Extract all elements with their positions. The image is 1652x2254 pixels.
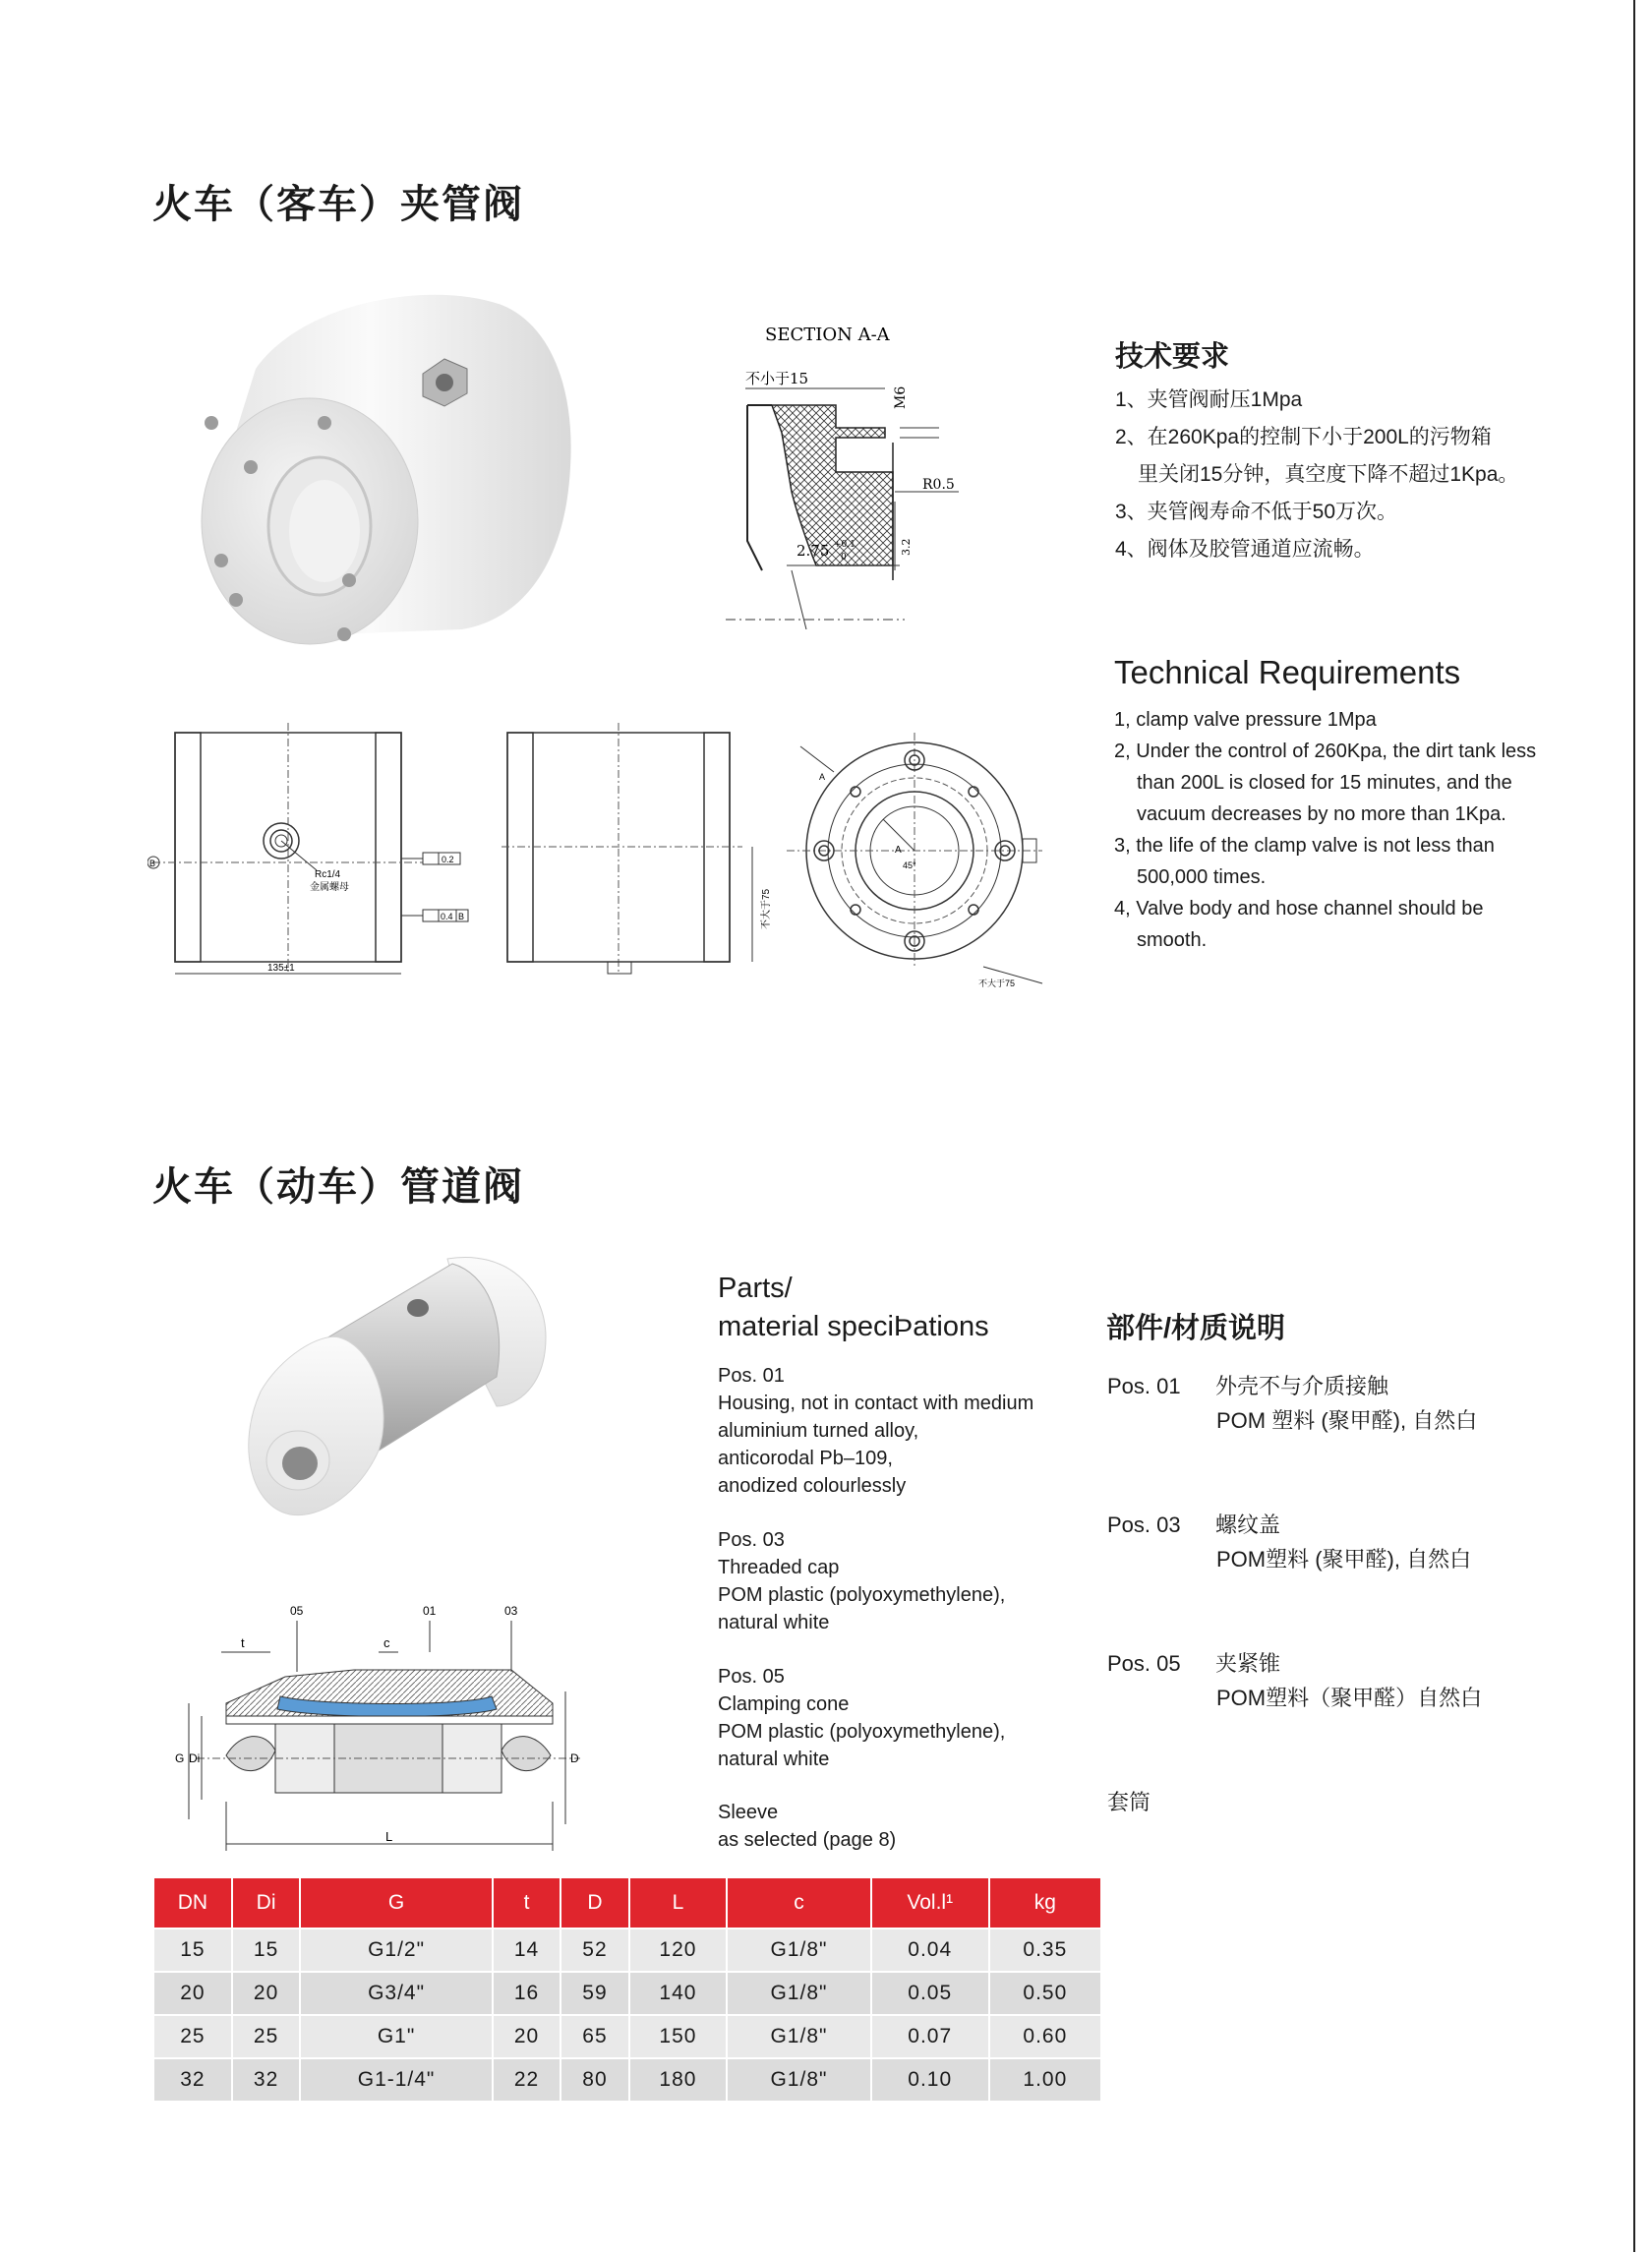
table-cell: 140	[629, 1972, 727, 2015]
label-05: 05	[290, 1604, 304, 1618]
spec-table	[154, 1878, 1100, 2101]
table-cell: 80	[560, 2058, 628, 2101]
table-cell: 20	[232, 1972, 300, 2015]
table-cell: 16	[493, 1972, 560, 2015]
parts-cn-pos05	[1107, 1646, 1482, 1715]
tech-en-item: 4, Valve body and hose channel should be	[1114, 898, 1484, 919]
section-aa-drawing	[718, 315, 974, 629]
parts-cn-material: POM 塑料 (聚甲醛), 自然白	[1216, 1408, 1478, 1433]
parts-cn-title: 部件/材质说明	[1106, 1313, 1286, 1344]
parts-en-line: natural white	[718, 1612, 830, 1633]
dim-135: 135±1	[267, 963, 295, 974]
parts-en-pos03	[718, 1526, 1005, 1636]
tech-en-title: Technical Requirements	[1114, 654, 1461, 690]
table-cell: 0.35	[989, 1928, 1100, 1972]
table-cell: 25	[154, 2015, 232, 2058]
parts-en-title-line2: material speciÞations	[718, 1311, 989, 1342]
col-header-l: L	[629, 1878, 727, 1928]
tech-cn-item: 里关闭15分钟，真空度下降不超过1Kpa。	[1138, 463, 1519, 486]
label-01: 01	[423, 1604, 437, 1618]
dim-a: A	[895, 845, 902, 856]
table-cell: 32	[154, 2058, 232, 2101]
label-tol0: 0	[841, 553, 847, 563]
parts-en-line: Housing, not in contact with medium	[718, 1393, 1034, 1414]
pipeline-valve-photo	[221, 1249, 565, 1544]
table-cell: G1/8"	[727, 2015, 871, 2058]
table-row	[154, 2015, 1100, 2058]
label-m6: M6	[893, 386, 909, 409]
parts-en-line: aluminium turned alloy,	[718, 1420, 919, 1442]
section1-title: 火车（客车）夹管阀	[152, 183, 524, 226]
parts-en-title	[718, 1270, 989, 1346]
tech-en-item: 2, Under the control of 260Kpa, the dirt tank less	[1114, 741, 1537, 762]
tech-en-item: 1, clamp valve pressure 1Mpa	[1114, 709, 1377, 731]
table-cell: 65	[560, 2015, 628, 2058]
table-cell: 20	[493, 2015, 560, 2058]
tech-cn-list	[1115, 382, 1518, 568]
tech-cn-title: 技术要求	[1115, 341, 1230, 373]
rc-sub: 金属螺母	[310, 882, 349, 893]
parts-cn-pos01	[1107, 1369, 1477, 1438]
col-header-dn: DN	[154, 1878, 232, 1928]
table-cell: G1/2"	[300, 1928, 493, 1972]
table-cell: 0.10	[871, 2058, 989, 2101]
parts-cn-name: 螺纹盖	[1215, 1513, 1281, 1537]
label-275: 2.75	[796, 542, 830, 560]
table-cell: 59	[560, 1972, 628, 2015]
section-a-label: A	[819, 772, 826, 782]
col-header-di: Di	[232, 1878, 300, 1928]
parts-en-line: POM plastic (polyoxymethylene),	[718, 1584, 1006, 1606]
table-cell: G1"	[300, 2015, 493, 2058]
tech-cn-item: 4、阀体及胶管通道应流畅。	[1115, 538, 1375, 561]
parts-en-line: POM plastic (polyoxymethylene),	[718, 1721, 1006, 1743]
table-cell: G1/8"	[727, 2058, 871, 2101]
pipeline-valve-section	[167, 1593, 600, 1859]
label-l: L	[385, 1829, 393, 1844]
col-header-g: G	[300, 1878, 493, 1928]
table-cell: 20	[154, 1972, 232, 2015]
table-cell: 0.50	[989, 1972, 1100, 2015]
label-min15: 不小于15	[745, 370, 809, 387]
dim-max75-side: 不大于75	[761, 888, 772, 929]
parts-cn-name: 外壳不与介质接触	[1215, 1374, 1389, 1398]
parts-en-pos-label: Sleeve	[718, 1802, 779, 1823]
label-t: t	[241, 1635, 245, 1650]
label-g: G	[175, 1751, 185, 1765]
table-cell: 180	[629, 2058, 727, 2101]
label-c: c	[384, 1635, 390, 1650]
parts-cn-material: POM塑料 (聚甲醛), 自然白	[1216, 1547, 1472, 1572]
label-tol: +0.1	[834, 540, 856, 550]
table-cell: 0.60	[989, 2015, 1100, 2058]
dim-max75-front: 不大于75	[978, 979, 1016, 988]
col-header-vol: Vol.l¹	[871, 1878, 989, 1928]
col-header-c: c	[727, 1878, 871, 1928]
parts-en-pos-label: Pos. 03	[718, 1529, 785, 1551]
table-cell: 32	[232, 2058, 300, 2101]
parts-en-title-line1: Parts/	[718, 1273, 793, 1304]
tech-en-item: vacuum decreases by no more than 1Kpa.	[1137, 803, 1506, 825]
label-32: 3.2	[900, 538, 913, 556]
table-row	[154, 1928, 1100, 1972]
parts-cn-pos03	[1107, 1508, 1471, 1576]
parts-cn-material: POM塑料（聚甲醛）自然白	[1216, 1686, 1483, 1710]
parts-en-line: Threaded cap	[718, 1557, 840, 1578]
parts-en-line: anodized colourlessly	[718, 1475, 907, 1497]
parts-cn-name: 夹紧锥	[1215, 1651, 1281, 1676]
section2-title: 火车（动车）管道阀	[152, 1165, 524, 1209]
table-cell: 52	[560, 1928, 628, 1972]
label-r05: R0.5	[922, 477, 955, 493]
table-cell: 150	[629, 2015, 727, 2058]
parts-en-pos-label: Pos. 05	[718, 1666, 785, 1688]
parts-en-pos-label: Pos. 01	[718, 1365, 785, 1387]
table-cell: 0.05	[871, 1972, 989, 2015]
parts-en-line: as selected (page 8)	[718, 1829, 897, 1851]
rc-label: Rc1/4	[315, 869, 341, 880]
table-cell: 120	[629, 1928, 727, 1972]
parts-cn-pos-label: Pos. 01	[1107, 1374, 1181, 1398]
tech-cn-item: 3、夹管阀寿命不低于50万次。	[1115, 501, 1398, 523]
front-view-drawing	[502, 723, 787, 979]
parts-en-pos01	[718, 1362, 1033, 1500]
parts-en-pos05	[718, 1663, 1005, 1773]
parts-en-sleeve	[718, 1799, 896, 1854]
tol-flatness: 0.2	[442, 855, 454, 864]
parts-cn-pos-label: Pos. 05	[1107, 1651, 1181, 1676]
tech-en-item: 3, the life of the clamp valve is not less than	[1114, 835, 1495, 857]
tech-cn-item: 2、在260Kpa的控制下小于200L的污物箱	[1115, 426, 1492, 448]
pinch-valve-photo	[187, 280, 580, 654]
tech-cn-item: 1、夹管阀耐压1Mpa	[1115, 388, 1303, 411]
label-d: D	[570, 1751, 579, 1765]
end-view-drawing	[787, 733, 1082, 998]
table-cell: 0.07	[871, 2015, 989, 2058]
table-cell: G1/8"	[727, 1928, 871, 1972]
table-cell: 15	[232, 1928, 300, 1972]
parts-en-line: Clamping cone	[718, 1693, 850, 1715]
table-header-row	[154, 1878, 1100, 1928]
table-cell: 22	[493, 2058, 560, 2101]
table-row	[154, 2058, 1100, 2101]
side-view-drawing	[148, 723, 502, 988]
table-cell: 25	[232, 2015, 300, 2058]
section-title: SECTION A-A	[765, 325, 890, 345]
dim-45: 45°	[903, 860, 916, 870]
tol-parallel-datum: B	[458, 912, 465, 921]
col-header-kg: kg	[989, 1878, 1100, 1928]
table-row	[154, 1972, 1100, 2015]
tech-en-list	[1114, 704, 1536, 956]
table-cell: 15	[154, 1928, 232, 1972]
table-cell: 1.00	[989, 2058, 1100, 2101]
table-cell: G1/8"	[727, 1972, 871, 2015]
parts-cn-pos-label: Pos. 03	[1107, 1513, 1181, 1537]
tech-en-item: smooth.	[1137, 929, 1208, 951]
tech-en-item: 500,000 times.	[1137, 866, 1267, 888]
parts-cn-sleeve: 套筒	[1107, 1790, 1151, 1814]
parts-en-line: anticorodal Pb–109,	[718, 1448, 893, 1469]
datum-b: B	[149, 859, 156, 868]
label-03: 03	[504, 1604, 518, 1618]
label-di: Di	[189, 1751, 201, 1765]
col-header-d: D	[560, 1878, 628, 1928]
table-cell: 0.04	[871, 1928, 989, 1972]
tol-parallel: 0.4	[441, 912, 453, 921]
table-cell: 14	[493, 1928, 560, 1972]
parts-en-line: natural white	[718, 1749, 830, 1770]
table-cell: G3/4"	[300, 1972, 493, 2015]
table-cell: G1-1/4"	[300, 2058, 493, 2101]
tech-en-item: than 200L is closed for 15 minutes, and the	[1137, 772, 1512, 794]
col-header-t: t	[493, 1878, 560, 1928]
